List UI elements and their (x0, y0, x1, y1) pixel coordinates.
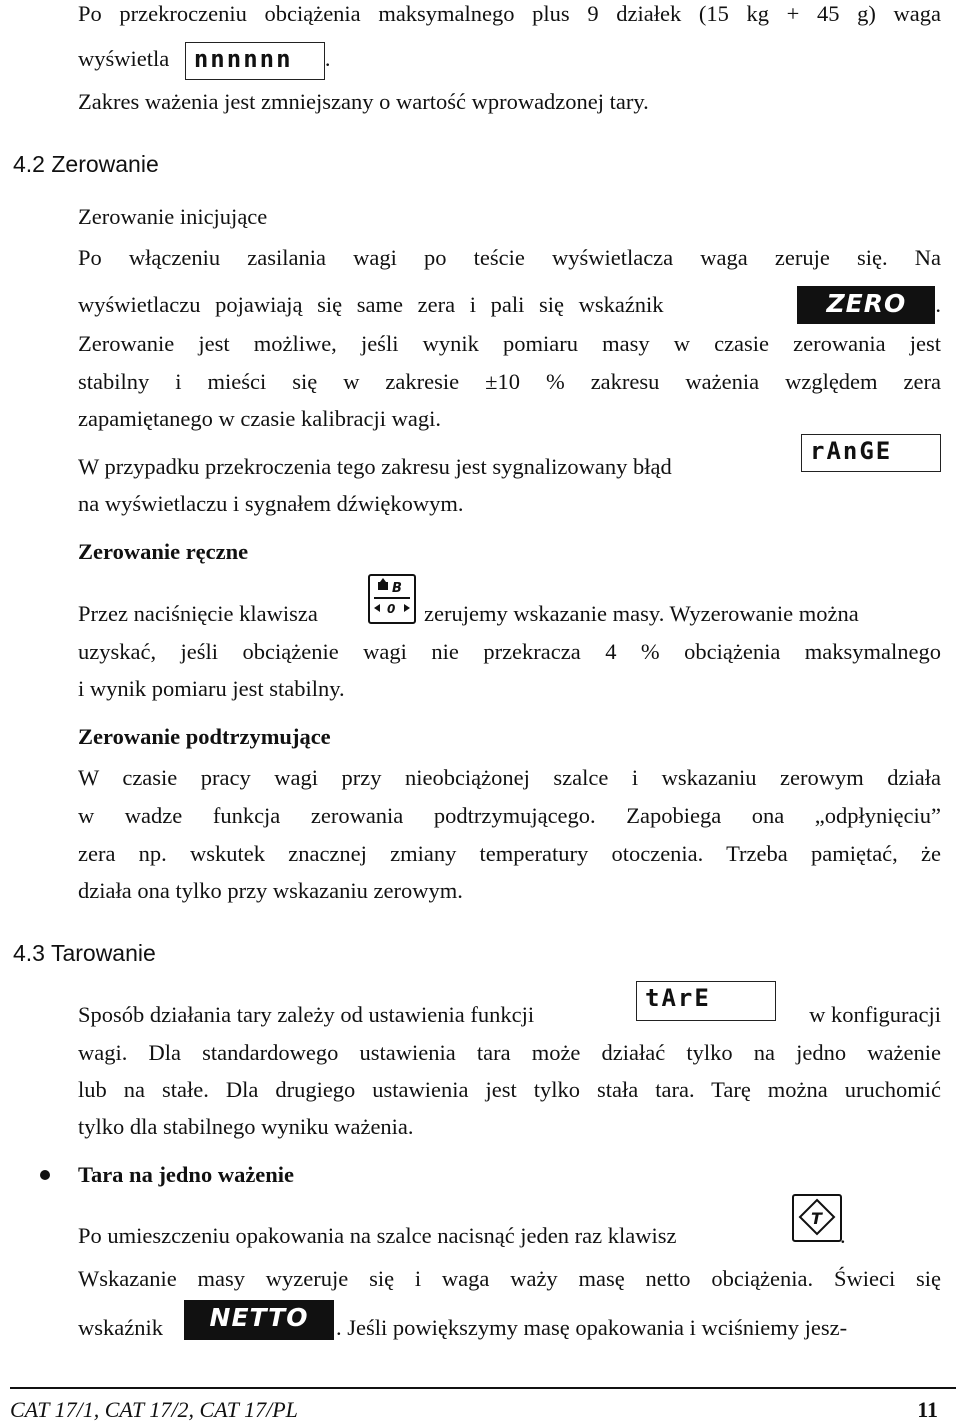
subheading-zero-tracking: Zerowanie podtrzymujące (78, 724, 331, 749)
text: . Jeśli powiększymy masę opakowania i wciśniemy jesz- (336, 1315, 848, 1340)
text-line: zapamiętanego w czasie kalibracji wagi. (78, 406, 441, 431)
text: . (324, 46, 331, 72)
display-text: rAnGE (810, 437, 893, 465)
text: . (935, 292, 941, 317)
subheading-single-tare: Tara na jedno ważenie (78, 1162, 295, 1187)
text-line: tylko dla stabilnego wyniku ważenia. (78, 1114, 414, 1139)
text-line: Wskazanie masy wyzeruje się i waga waży masę netto obciążenia. Świeci się (78, 1266, 941, 1291)
text: Przez naciśnięcie klawisza (78, 601, 318, 626)
text-line: i wynik pomiaru jest stabilny. (78, 676, 345, 701)
text: w konfiguracji (809, 1002, 941, 1027)
tare-key-icon (792, 1194, 842, 1242)
range-error-display (801, 434, 941, 472)
footer-models: CAT 17/1, CAT 17/2, CAT 17/PL (10, 1397, 298, 1422)
netto-indicator (184, 1300, 334, 1340)
overload-display (185, 42, 325, 80)
subheading-initial-zeroing: Zerowanie inicjujące (78, 204, 268, 229)
text-line-with-indicator (78, 286, 941, 324)
paragraph-overload-line3: Zakres ważenia jest zmniejszany o wartość wprowadzonej tary. (78, 89, 649, 114)
text-line: stabilny i mieści się w zakresie ±10 % zakresu ważenia względem zera (78, 369, 941, 394)
text: Po umieszczeniu opakowania na szalce nacisnąć jeden raz klawisz (78, 1223, 677, 1248)
text-line: Po włączeniu zasilania wagi po teście wyświetlacza waga zeruje się. Na (78, 245, 941, 270)
key-label: T (811, 1209, 822, 1228)
text (78, 291, 783, 319)
tare-function-display (636, 981, 776, 1021)
indicator-text: ZERO (826, 289, 907, 318)
section-heading-zeroing: 4.2 Zerowanie (13, 151, 159, 177)
paragraph-overload-line1: Po przekroczeniu obciążenia maksymalnego plus 9 działek (15 kg + 45 g) waga (78, 1, 941, 26)
text: wyświetlaczu pojawiają się same zera i pali się wskaźnik (78, 292, 664, 317)
page-number: 11 (917, 1397, 938, 1422)
display-text: nnnnnn (193, 45, 293, 73)
section-heading-taring: 4.3 Tarowanie (13, 940, 156, 966)
text-line: wagi. Dla standardowego ustawienia tara może działać tylko na jedno ważenie (78, 1040, 941, 1065)
zero-key-icon (368, 574, 416, 624)
text-line: zera np. wskutek znacznej zmiany temperatury otoczenia. Trzeba pamiętać, że (78, 841, 941, 866)
subheading-manual-zeroing: Zerowanie ręczne (78, 539, 249, 564)
bullet-icon (40, 1170, 50, 1180)
display-text: tArE (645, 984, 711, 1012)
text: wskaźnik (78, 1315, 163, 1340)
text: Sposób działania tary zależy od ustawienia funkcji (78, 1002, 535, 1027)
text-line: Zerowanie jest możliwe, jeśli wynik pomiaru masy w czasie zerowania jest (78, 331, 941, 356)
text-line: W przypadku przekroczenia tego zakresu jest sygnalizowany błąd (78, 454, 672, 479)
indicator-text: NETTO (209, 1303, 309, 1332)
footer-divider (10, 1387, 956, 1389)
text: zerujemy wskazanie masy. Wyzerowanie można (424, 601, 859, 626)
text-line: w wadze funkcja zerowania podtrzymującego. Zapobiega ona „odpłynięciu” (78, 803, 941, 828)
text-line: W czasie pracy wagi przy nieobciążonej szalce i wskazaniu zerowym działa (78, 765, 941, 790)
key-label-top: B (392, 581, 402, 596)
zero-indicator (797, 286, 935, 324)
text: wyświetla (78, 46, 170, 72)
text: . (840, 1223, 846, 1248)
text-line: na wyświetlaczu i sygnałem dźwiękowym. (78, 491, 464, 516)
key-label-bottom: 0 (387, 602, 396, 616)
text-line: działa ona tylko przy wskazaniu zerowym. (78, 878, 463, 903)
paragraph-overload-line2 (78, 42, 941, 80)
text-line: uzyskać, jeśli obciążenie wagi nie przekracza 4 % obciążenia maksymalnego (78, 639, 941, 664)
text-line: lub na stałe. Dla drugiego ustawienia jest tylko stała tara. Tarę można uruchomić (78, 1077, 941, 1102)
